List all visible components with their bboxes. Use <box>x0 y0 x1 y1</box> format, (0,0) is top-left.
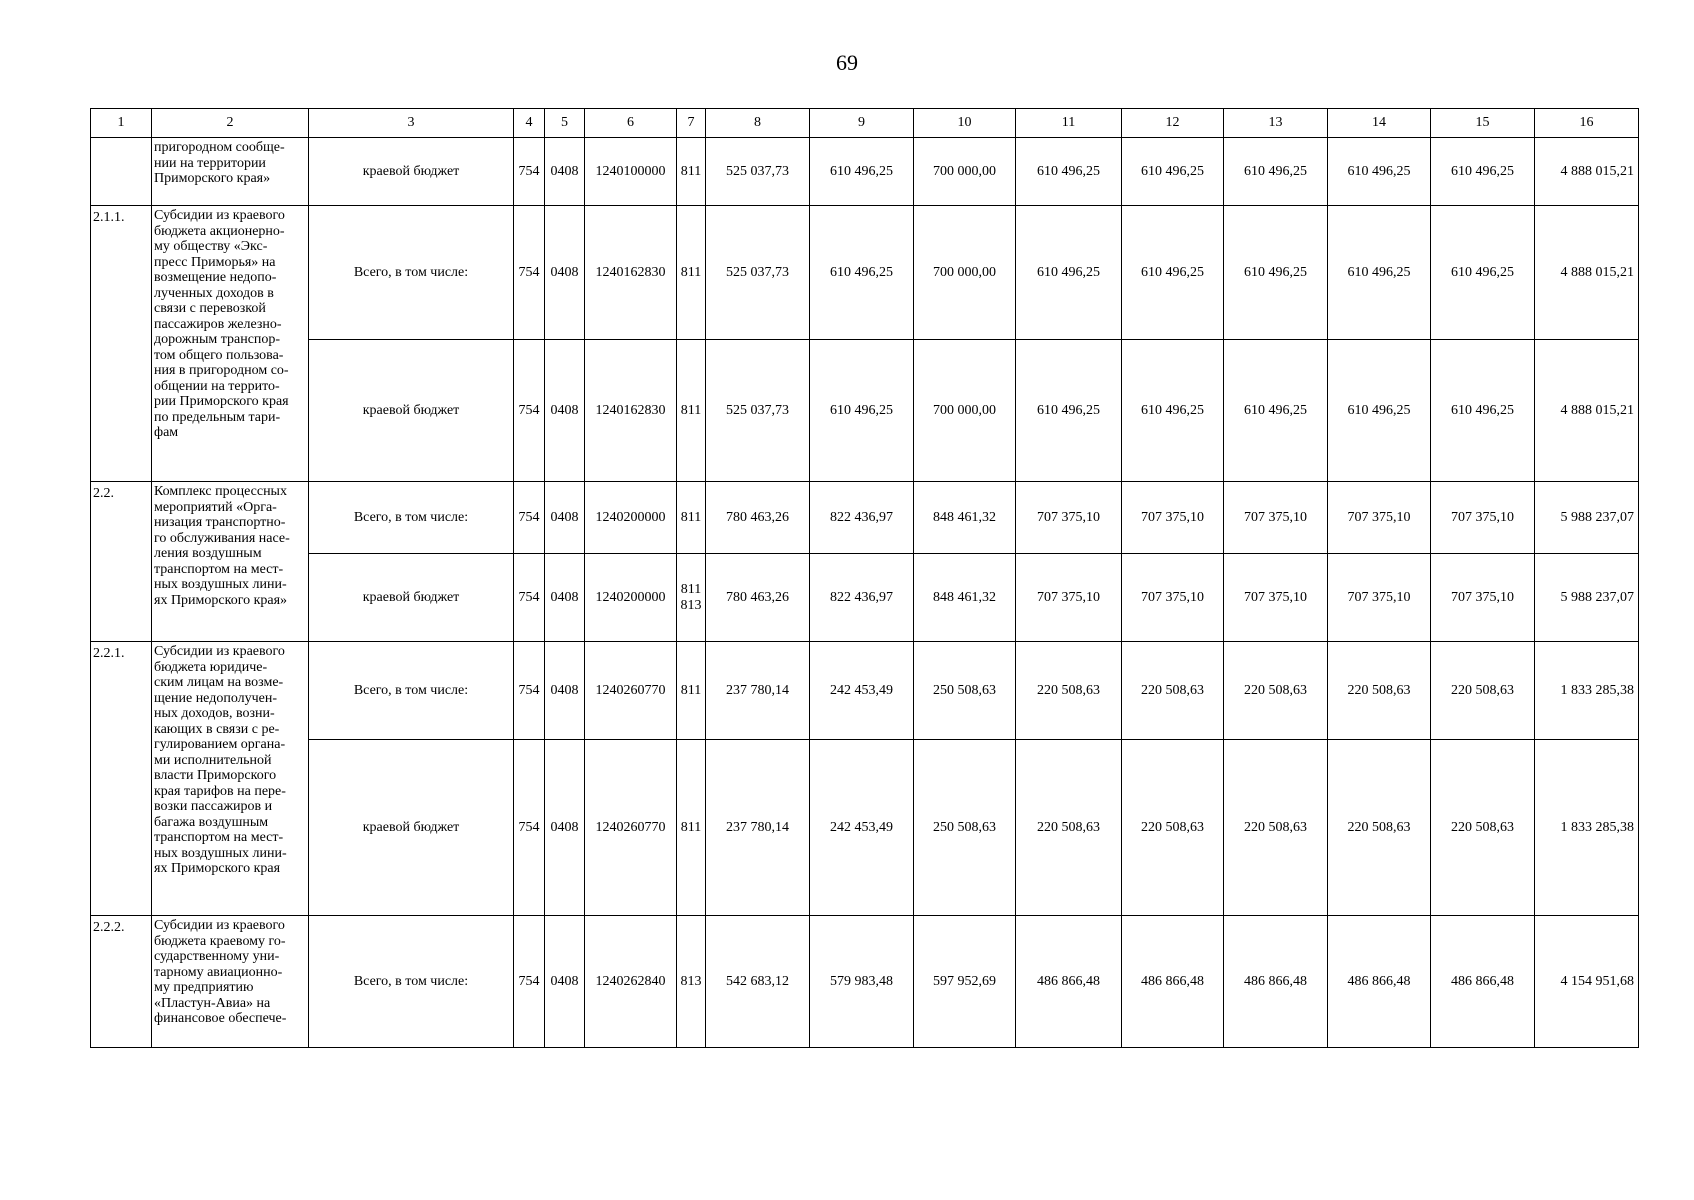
column-header: 8 <box>706 109 810 138</box>
funding-source: Всего, в том числе: <box>309 482 514 554</box>
year-value: 220 508,63 <box>1431 740 1535 916</box>
year-value: 848 461,32 <box>914 554 1016 642</box>
year-value: 220 508,63 <box>1224 642 1328 740</box>
target-article-code: 1240260770 <box>585 740 677 916</box>
total-value: 4 154 951,68 <box>1535 916 1639 1048</box>
item-name-line: щение недополучен- <box>154 690 278 706</box>
section-code: 0408 <box>545 916 585 1048</box>
item-name-line: Субсидии из краевого <box>154 918 285 933</box>
target-article-code: 1240260770 <box>585 642 677 740</box>
year-value: 707 375,10 <box>1016 482 1122 554</box>
year-value: 220 508,63 <box>1016 642 1122 740</box>
year-value: 610 496,25 <box>810 206 914 340</box>
total-value: 5 988 237,07 <box>1535 554 1639 642</box>
page-number: 69 <box>836 50 858 75</box>
expense-type-value: 811 <box>680 402 702 418</box>
section-code: 0408 <box>545 138 585 206</box>
target-article-code: 1240262840 <box>585 916 677 1048</box>
year-value: 707 375,10 <box>1431 554 1535 642</box>
item-number: 2.2.2. <box>91 916 152 1048</box>
item-number: 2.2.1. <box>91 642 152 916</box>
item-name-line: общении на террито- <box>154 378 280 394</box>
section-code: 0408 <box>545 554 585 642</box>
year-value: 220 508,63 <box>1431 642 1535 740</box>
item-name-line: го обслуживания насе- <box>154 530 290 546</box>
year-value: 822 436,97 <box>810 482 914 554</box>
item-name-line: багажа воздушным <box>154 814 269 830</box>
year-value: 610 496,25 <box>1224 340 1328 482</box>
funding-source: Всего, в том числе: <box>309 642 514 740</box>
total-value: 4 888 015,21 <box>1535 138 1639 206</box>
year-value: 486 866,48 <box>1016 916 1122 1048</box>
year-value: 700 000,00 <box>914 340 1016 482</box>
funding-source: Всего, в том числе: <box>309 916 514 1048</box>
item-name-line: транспортом на мест- <box>154 830 284 845</box>
item-name-line: лученных доходов в <box>154 285 274 301</box>
item-name-line: финансовое обеспече- <box>154 1011 287 1026</box>
year-value: 610 496,25 <box>1224 138 1328 206</box>
target-article-code: 1240162830 <box>585 206 677 340</box>
year-value: 250 508,63 <box>914 740 1016 916</box>
year-value: 700 000,00 <box>914 206 1016 340</box>
year-value: 610 496,25 <box>1328 206 1431 340</box>
item-name-line: рии Приморского края <box>154 394 289 409</box>
column-header: 5 <box>545 109 585 138</box>
year-value: 237 780,14 <box>706 642 810 740</box>
funding-source: краевой бюджет <box>309 340 514 482</box>
year-value: 237 780,14 <box>706 740 810 916</box>
item-name-line: ским лицам на возме- <box>154 675 284 690</box>
year-value: 242 453,49 <box>810 740 914 916</box>
year-value: 610 496,25 <box>1224 206 1328 340</box>
year-value: 610 496,25 <box>810 138 914 206</box>
year-value: 707 375,10 <box>1328 554 1431 642</box>
column-header: 13 <box>1224 109 1328 138</box>
column-header: 15 <box>1431 109 1535 138</box>
total-value: 1 833 285,38 <box>1535 740 1639 916</box>
year-value: 707 375,10 <box>1431 482 1535 554</box>
column-header: 1 <box>91 109 152 138</box>
year-value: 707 375,10 <box>1328 482 1431 554</box>
expense-type-code <box>677 740 706 916</box>
expense-type-value: 811 <box>680 819 702 835</box>
year-value: 610 496,25 <box>1016 206 1122 340</box>
item-name-line: му предприятию <box>154 980 254 995</box>
item-name-line: бюджета краевому го- <box>154 933 286 949</box>
item-name-line: Субсидии из краевого <box>154 644 285 659</box>
year-value: 525 037,73 <box>706 138 810 206</box>
expense-type-code <box>677 206 706 340</box>
item-name-line: пресс Приморья» на <box>154 254 276 270</box>
item-name-line: ях Приморского края <box>154 861 281 876</box>
item-name-line: бюджета акционерно- <box>154 223 285 239</box>
section-code: 0408 <box>545 482 585 554</box>
year-value: 780 463,26 <box>706 482 810 554</box>
expense-type-value: 811 <box>680 582 702 597</box>
item-number: 2.2. <box>91 482 152 642</box>
funding-source: краевой бюджет <box>309 740 514 916</box>
item-name <box>152 138 309 206</box>
year-value: 220 508,63 <box>1122 740 1224 916</box>
item-name-line: ления воздушным <box>154 546 262 561</box>
year-value: 700 000,00 <box>914 138 1016 206</box>
column-header: 9 <box>810 109 914 138</box>
year-value: 610 496,25 <box>810 340 914 482</box>
column-header: 4 <box>514 109 545 138</box>
year-value: 822 436,97 <box>810 554 914 642</box>
item-name-line: тарному авиационно- <box>154 964 283 980</box>
year-value: 707 375,10 <box>1122 482 1224 554</box>
column-header: 2 <box>152 109 309 138</box>
grbs-code: 754 <box>514 340 545 482</box>
expense-type-value: 813 <box>680 973 702 989</box>
year-value: 610 496,25 <box>1431 340 1535 482</box>
section-code: 0408 <box>545 206 585 340</box>
grbs-code: 754 <box>514 916 545 1048</box>
funding-source: краевой бюджет <box>309 138 514 206</box>
table-row <box>91 740 1639 916</box>
grbs-code: 754 <box>514 206 545 340</box>
budget-table <box>90 108 1639 1048</box>
item-name-line: Комплекс процессных <box>154 484 287 499</box>
column-header: 6 <box>585 109 677 138</box>
table-row <box>91 138 1639 206</box>
item-name-line: нии на территории <box>154 155 266 171</box>
year-value: 486 866,48 <box>1224 916 1328 1048</box>
item-name-line: ных воздушных лини- <box>154 845 287 861</box>
item-name-line: фам <box>154 425 179 440</box>
item-name-line: Субсидии из краевого <box>154 208 285 223</box>
expense-type-code <box>677 138 706 206</box>
item-name-line: низация транспортно- <box>154 515 286 530</box>
year-value: 220 508,63 <box>1122 642 1224 740</box>
item-number <box>91 138 152 206</box>
grbs-code: 754 <box>514 482 545 554</box>
year-value: 542 683,12 <box>706 916 810 1048</box>
total-value: 1 833 285,38 <box>1535 642 1639 740</box>
expense-type-value: 811 <box>680 682 702 698</box>
expense-type-value: 811 <box>680 264 702 280</box>
table-row <box>91 206 1639 340</box>
year-value: 610 496,25 <box>1122 138 1224 206</box>
expense-type-value: 811 <box>680 509 702 525</box>
expense-type-code <box>677 916 706 1048</box>
target-article-code: 1240162830 <box>585 340 677 482</box>
table-row <box>91 916 1639 1048</box>
grbs-code: 754 <box>514 642 545 740</box>
year-value: 597 952,69 <box>914 916 1016 1048</box>
column-header: 10 <box>914 109 1016 138</box>
table-row <box>91 554 1639 642</box>
year-value: 610 496,25 <box>1122 340 1224 482</box>
year-value: 486 866,48 <box>1328 916 1431 1048</box>
item-name-line: возки пассажиров и <box>154 799 273 814</box>
year-value: 610 496,25 <box>1328 340 1431 482</box>
year-value: 250 508,63 <box>914 642 1016 740</box>
item-name-line: по предельным тари- <box>154 409 281 425</box>
target-article-code: 1240100000 <box>585 138 677 206</box>
table-row <box>91 340 1639 482</box>
funding-source: краевой бюджет <box>309 554 514 642</box>
total-value: 4 888 015,21 <box>1535 340 1639 482</box>
grbs-code: 754 <box>514 740 545 916</box>
total-value: 5 988 237,07 <box>1535 482 1639 554</box>
expense-type-code <box>677 554 706 642</box>
year-value: 486 866,48 <box>1431 916 1535 1048</box>
column-header: 12 <box>1122 109 1224 138</box>
column-header: 11 <box>1016 109 1122 138</box>
item-name-line: возмещение недопо- <box>154 270 277 285</box>
item-name-line: власти Приморского <box>154 768 277 783</box>
total-value: 4 888 015,21 <box>1535 206 1639 340</box>
year-value: 610 496,25 <box>1431 138 1535 206</box>
year-value: 707 375,10 <box>1224 554 1328 642</box>
item-name-line: Приморского края» <box>154 171 271 186</box>
year-value: 610 496,25 <box>1431 206 1535 340</box>
item-name <box>152 206 309 482</box>
item-name-line: кающих в связи с ре- <box>154 721 280 737</box>
year-value: 707 375,10 <box>1122 554 1224 642</box>
item-name-line: пассажиров железно- <box>154 316 282 332</box>
expense-type-value: 811 <box>680 163 702 179</box>
item-name-line: «Пластун-Авиа» на <box>154 995 271 1011</box>
expense-type-code <box>677 340 706 482</box>
column-header-row <box>91 109 1639 138</box>
year-value: 220 508,63 <box>1224 740 1328 916</box>
item-name-line: ях Приморского края» <box>154 592 288 608</box>
section-code: 0408 <box>545 642 585 740</box>
column-header: 14 <box>1328 109 1431 138</box>
funding-source: Всего, в том числе: <box>309 206 514 340</box>
section-code: 0408 <box>545 740 585 916</box>
item-name-line: ния в пригородном со- <box>154 363 289 378</box>
column-header: 16 <box>1535 109 1639 138</box>
item-name-line: связи с перевозкой <box>154 301 266 316</box>
target-article-code: 1240200000 <box>585 554 677 642</box>
year-value: 579 983,48 <box>810 916 914 1048</box>
year-value: 242 453,49 <box>810 642 914 740</box>
year-value: 525 037,73 <box>706 340 810 482</box>
item-name-line: мероприятий «Орга- <box>154 499 277 515</box>
item-name-line: сударственному уни- <box>154 949 280 964</box>
year-value: 525 037,73 <box>706 206 810 340</box>
item-name <box>152 916 309 1048</box>
year-value: 780 463,26 <box>706 554 810 642</box>
item-name-line: бюджета юридиче- <box>154 659 268 675</box>
year-value: 848 461,32 <box>914 482 1016 554</box>
year-value: 707 375,10 <box>1224 482 1328 554</box>
item-name <box>152 642 309 916</box>
year-value: 220 508,63 <box>1328 642 1431 740</box>
item-name-line: пригородном сообще- <box>154 140 285 155</box>
year-value: 610 496,25 <box>1122 206 1224 340</box>
table-row <box>91 642 1639 740</box>
target-article-code: 1240200000 <box>585 482 677 554</box>
item-name-line: ных доходов, возни- <box>154 706 275 721</box>
item-name-line: му обществу «Экс- <box>154 239 268 254</box>
year-value: 610 496,25 <box>1016 340 1122 482</box>
year-value: 220 508,63 <box>1328 740 1431 916</box>
year-value: 486 866,48 <box>1122 916 1224 1048</box>
grbs-code: 754 <box>514 554 545 642</box>
item-name <box>152 482 309 642</box>
item-name-line: гулированием органа- <box>154 737 286 752</box>
item-name-line: ных воздушных лини- <box>154 577 287 592</box>
item-name-line: ми исполнительной <box>154 752 272 768</box>
item-name-line: края тарифов на пере- <box>154 783 286 799</box>
expense-type-value: 813 <box>680 597 702 613</box>
expense-type-code <box>677 482 706 554</box>
item-name-line: дорожным транспор- <box>154 332 281 347</box>
column-header: 3 <box>309 109 514 138</box>
year-value: 707 375,10 <box>1016 554 1122 642</box>
year-value: 610 496,25 <box>1016 138 1122 206</box>
item-number: 2.1.1. <box>91 206 152 482</box>
item-name-line: транспортом на мест- <box>154 561 284 577</box>
column-header: 7 <box>677 109 706 138</box>
section-code: 0408 <box>545 340 585 482</box>
year-value: 610 496,25 <box>1328 138 1431 206</box>
expense-type-code <box>677 642 706 740</box>
grbs-code: 754 <box>514 138 545 206</box>
item-name-line: том общего пользова- <box>154 347 284 363</box>
table-row <box>91 482 1639 554</box>
year-value: 220 508,63 <box>1016 740 1122 916</box>
